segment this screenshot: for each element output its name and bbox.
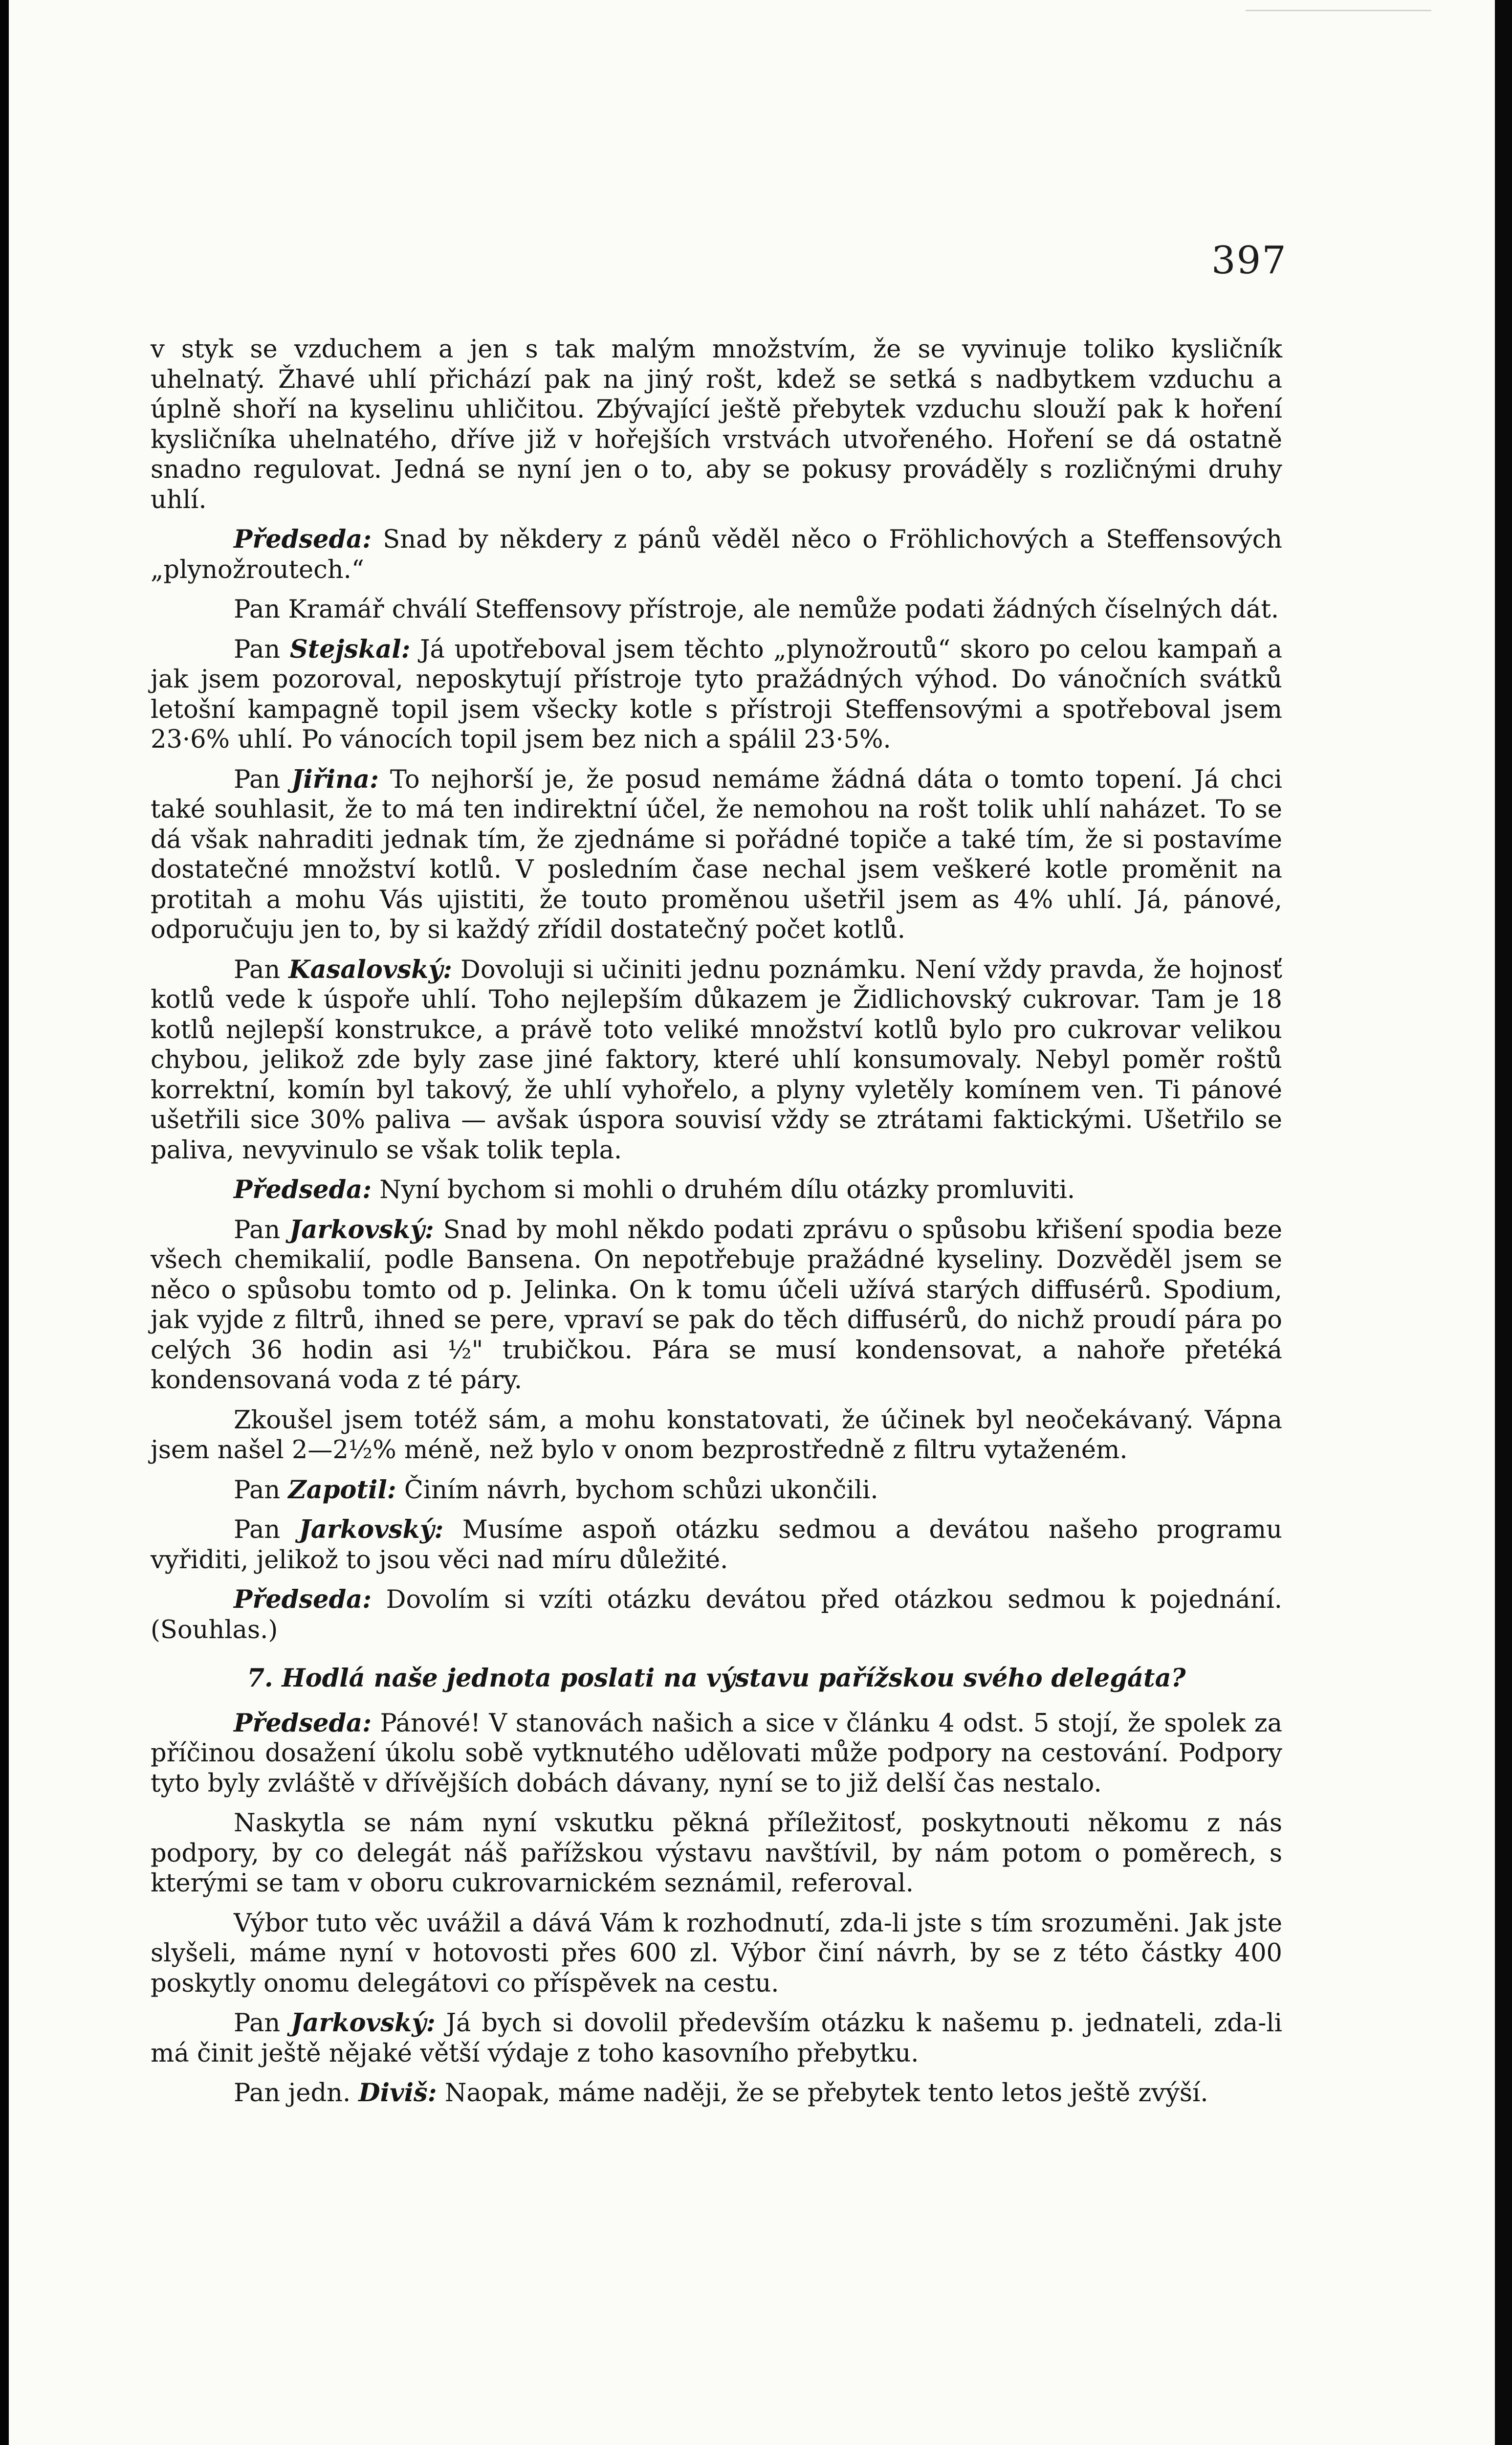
speaker-name: Stejskal: — [289, 634, 411, 664]
paragraph — [151, 1175, 1282, 1205]
speaker-name: Předseda: — [234, 525, 372, 554]
speaker-name: Jarkovský: — [299, 1515, 444, 1544]
section-heading — [151, 1664, 1282, 1694]
paragraph-text: Pánové! V stanovách našich a sice v článku 4 odst. 5 stojí, že spolek za příčinou dosažení úkolu sobě vytknutého udělovati může podpory na cestování. Podpory tyto byly zvláště v dřívějších dobách dávany, nyní se to již delší čas nestalo. — [151, 1709, 1282, 1798]
paragraph-text: v styk se vzduchem a jen s tak malým množstvím, že se vyvinuje toliko kysličník uhelnatý. Žhavé uhlí přichází pak na jiný rošt, kdež se setká s nadbytkem vzduchu a úplně shoří na kyselinu uhličitou. Zbývající ještě přebytek vzduchu slouží pak k hoření kysličníka uhelnatého, dříve již v hořejších vrstvách utvořeného. Hoření se dá ostatně snadno regulovat. Jedná se nyní jen o to, aby se pokusy prováděly s rozličnými druhy uhlí. — [151, 335, 1282, 514]
paragraph-text: Naopak, máme naději, že se přebytek tento letos ještě zvýší. — [444, 2079, 1208, 2108]
paragraph-text: Snad by mohl někdo podati zprávu o spůsobu křišení spodia beze všech chemikalií, podle Bansena. On nepotřebuje pražádné kyseliny. Dozvěděl jsem se něco o spůsobu tomto od p. Jelinka. On k tomu účeli užívá starých diffusérů. Spodium, jak vyjde z filtrů, ihned se pere, vpraví se pak do těch diffusérů, do nichž proudí pára po celých 36 hodin asi ½" trubičkou. Pára se musí kondensovat, a nahoře přetéká kondensovaná voda z té páry. — [151, 1215, 1283, 1395]
paragraph — [151, 2078, 1282, 2109]
scan-edge-right — [1495, 0, 1512, 2445]
paragraph-text: Já upotřeboval jsem těchto „plynožroutů“ skoro po celou kampaň a jak jsem pozoroval, neposkytují přístroje tyto pražádných výhod. Do vánočních svátků letošní kampagně topil jsem všecky kotle s přístroji Steffensovými a spotřeboval jsem 23·6% uhlí. Po vánocích topil jsem bez nich a spálil 23·5%. — [151, 635, 1283, 754]
paragraph — [151, 1475, 1282, 1506]
paragraph-text: Snad by někdery z pánů věděl něco o Fröhlichových a Steffensových „plynožroutech.“ — [151, 525, 1282, 584]
paragraph — [151, 2008, 1282, 2068]
speaker-prefix: Pan — [234, 1215, 281, 1245]
paragraph — [151, 1515, 1282, 1575]
speaker-name: Předseda: — [234, 1585, 372, 1614]
paragraph-text: Dovoluji si učiniti jednu poznámku. Není vždy pravda, že hojnosť kotlů vede k úspoře uhlí. Toho nejlepším důkazem je Židlichovský cukrovar. Tam je 18 kotlů nejlepší konstrukce, a právě toto veliké množství kotlů bylo pro cukrovar velikou chybou, jelikož zde byly zase jiné faktory, které uhlí konsumovaly. Nebyl poměr roštů korrektní, komín byl takový, že uhlí vyhořelo, a plyny vyletěly komínem ven. Ti pánové ušetřili sice 30% paliva — avšak úspora souvisí vždy se ztrátami faktickými. Ušetřilo se paliva, nevyvinulo se však tolik tepla. — [151, 955, 1282, 1165]
paragraph — [151, 955, 1282, 1166]
speaker-name: Diviš: — [358, 2078, 437, 2108]
page-number: 397 — [1211, 239, 1287, 283]
speaker-name: Jiřina: — [291, 764, 379, 794]
paragraph — [151, 1585, 1282, 1645]
paragraph-text: To nejhorší je, že posud nemáme žádná dáta o tomto topení. Já chci také souhlasit, že to má ten indirektní účel, že nemohou na rošt tolik uhlí naházet. To se dá však nahraditi jednak tím, že zjednáme si pořádné topiče a také tím, že si postavíme dostatečné množství kotlů. V posledním čase nechal jsem veškeré kotle proměnit na protitah a mohu Vás ujistiti, že touto proměnou ušetřil jsem as 4% uhlí. Já, pánové, odporučuju jen to, by si každý zřídil dostatečný počet kotlů. — [151, 765, 1282, 944]
speaker-prefix: Pan — [234, 635, 281, 664]
paragraph — [151, 525, 1282, 585]
paragraph — [151, 1215, 1282, 1396]
speaker-name: Předseda: — [234, 1708, 372, 1738]
paragraph — [151, 1909, 1282, 1999]
speaker-name: Jarkovský: — [289, 1215, 434, 1245]
book-page — [9, 0, 1495, 2445]
speaker-name: Jarkovský: — [291, 2008, 436, 2038]
paragraph — [151, 1808, 1282, 1899]
page-body-text — [151, 334, 1282, 2118]
speaker-name: Předseda: — [234, 1175, 372, 1204]
paragraph-text: Zkoušel jsem totéž sám, a mohu konstatovati, že účinek byl neočekávaný. Vápna jsem našel 2—2½% méně, než bylo v onom bezprostředně z filtru vytaženém. — [151, 1405, 1282, 1465]
speaker-prefix: Pan jedn. — [234, 2079, 351, 2108]
scan-edge-left — [0, 0, 9, 2445]
paragraph-text: Dovolím si vzíti otázku devátou před otázkou sedmou k pojednání. (Souhlas.) — [151, 1585, 1282, 1645]
speaker-prefix: Pan — [234, 765, 281, 794]
section-heading-text: 7. Hodlá naše jednota poslati na výstavu pařížskou svého delegáta? — [247, 1664, 1186, 1693]
speaker-name: Zapotil: — [288, 1475, 396, 1505]
paragraph — [151, 765, 1282, 945]
speaker-name: Kasalovský: — [288, 955, 452, 984]
paragraph-text: Pan Kramář chválí Steffensovy přístroje, ale nemůže podati žádných číselných dát. — [234, 595, 1279, 624]
speaker-prefix: Pan — [234, 1515, 281, 1544]
paragraph — [151, 635, 1282, 755]
speaker-prefix: Pan — [234, 2009, 281, 2038]
paragraph-text: Výbor tuto věc uvážil a dává Vám k rozhodnutí, zda-li jste s tím srozuměni. Jak jste slyšeli, máme nyní v hotovosti přes 600 zl. Výbor činí návrh, by se z této částky 400 poskytly onomu delegátovi co příspěvek na cestu. — [151, 1909, 1282, 1998]
paragraph-text: Já bych si dovolil především otázku k našemu p. jednateli, zda-li má činit ještě nějaké větší výdaje z toho kasovního přebytku. — [151, 2009, 1282, 2068]
paragraph — [151, 334, 1282, 515]
paragraph-text: Nyní bychom si mohli o druhém dílu otázky promluviti. — [379, 1176, 1075, 1204]
paragraph — [151, 1405, 1282, 1466]
scan-corner-mark — [1246, 10, 1431, 45]
paragraph-text: Činím návrh, bychom schůzi ukončili. — [404, 1475, 878, 1505]
paragraph — [151, 1709, 1282, 1799]
paragraph-text: Naskytla se nám nyní vskutku pěkná příležitosť, poskytnouti někomu z nás podpory, by co delegát náš pařížskou výstavu navštívil, by nám potom o poměrech, s kterými se tam v oboru cukrovarnickém seznámil, referoval. — [151, 1809, 1282, 1898]
speaker-prefix: Pan — [234, 955, 281, 984]
speaker-prefix: Pan — [234, 1475, 281, 1505]
paragraph — [151, 595, 1282, 625]
paragraph-text: Musíme aspoň otázku sedmou a devátou našeho programu vyřiditi, jelikož to jsou věci nad míru důležité. — [151, 1515, 1282, 1575]
